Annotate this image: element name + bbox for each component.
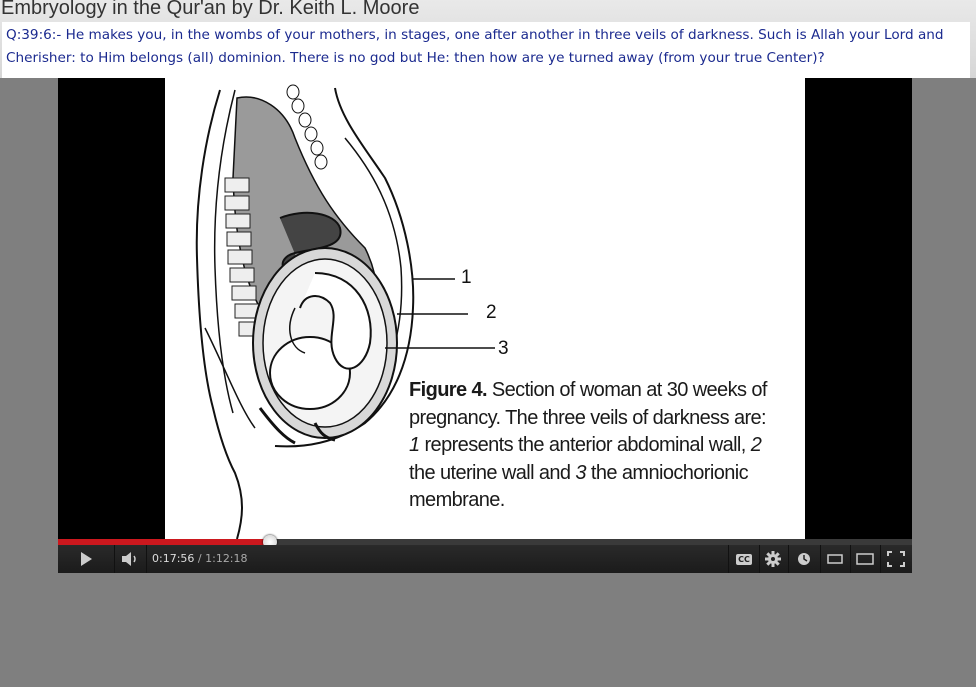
current-time: 0:17:56 [152,552,195,565]
label-3: 3 [498,338,509,359]
caption-text-4: membrane. [409,489,505,511]
label-2: 2 [486,302,497,323]
caption-text-1: represents the anterior abdominal wall, [424,434,746,456]
settings-button[interactable] [758,545,789,573]
control-bar [58,545,912,573]
caption-num-2: 2 [750,434,762,456]
small-player-icon [827,554,843,564]
time-separator: / [194,552,206,565]
header-bar [0,0,976,78]
label-1: 1 [461,267,472,288]
caption-line-2: pregnancy. The three veils of darkness are: [409,406,767,429]
watch-later-button[interactable] [788,545,821,573]
play-icon [79,551,93,567]
verse-box [2,22,970,78]
clock-icon [797,552,811,566]
small-player-button[interactable] [820,545,851,573]
video-frame[interactable] [165,78,805,539]
video-player[interactable] [58,78,912,573]
caption-text-2: the uterine wall and [409,461,571,484]
captions-icon: CC [738,554,750,564]
caption-text-3: the amniochorionic [590,461,748,484]
play-button[interactable] [58,545,115,573]
volume-icon [121,551,139,567]
caption-num-1: 1 [409,434,420,456]
time-display [152,552,248,565]
volume-button[interactable] [114,545,147,573]
caption-line-1: Section of woman at 30 weeks of [491,379,767,401]
caption-num-3: 3 [575,461,586,484]
page-title: Embryology in the Qur'an by Dr. Keith L. Moore [1,0,420,19]
fullscreen-icon [887,551,905,567]
gear-icon [765,551,781,567]
large-player-icon [856,553,874,565]
captions-button[interactable] [728,545,760,573]
figure-label: Figure 4. [409,379,487,401]
verse-text: Q:39:6:- He makes you, in the wombs of your mothers, in stages, one after another in three veils of darkness. Such is Allah your Lord and Cherisher: to Him belongs (all) dominion. There is no god but He: then how are ye turned away (from your true Center)? [6,27,944,66]
figure-caption [409,377,789,515]
duration: 1:12:18 [205,552,248,565]
fullscreen-button[interactable] [880,545,912,573]
large-player-button[interactable] [850,545,881,573]
